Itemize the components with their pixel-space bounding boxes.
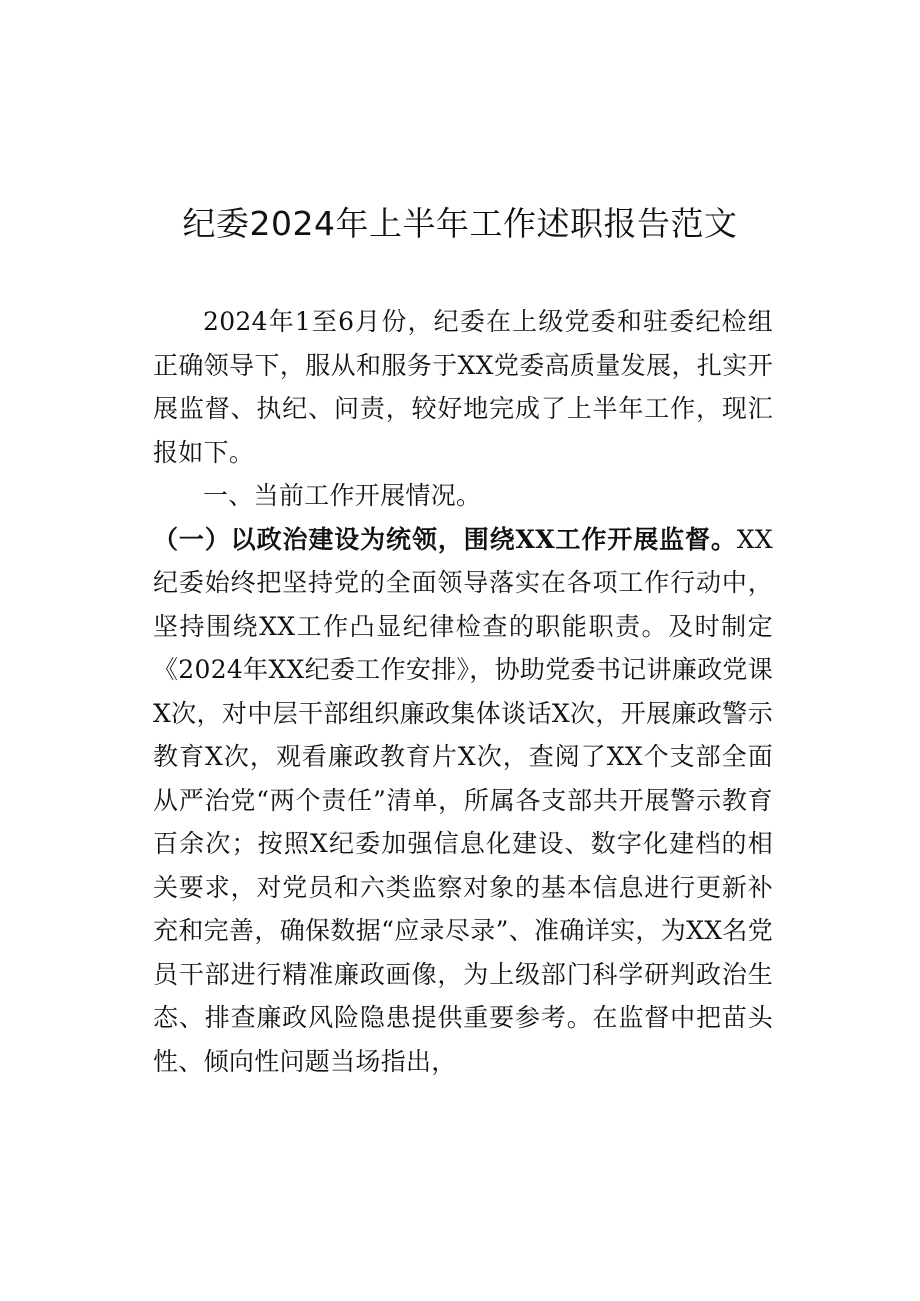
section-heading: 一、当前工作开展情况。 — [203, 481, 482, 510]
subsection-paragraph — [153, 518, 773, 1084]
document-body — [153, 300, 773, 1083]
subsection-body: XX纪委始终把坚持党的全面领导落实在各项工作行动中，坚持围绕XX工作凸显纪律检查的职能职责。及时制定《2024年XX纪委工作安排》，协助党委书记讲廉政党课X次，对中层干部组织廉政集体谈话X次，开展廉政警示教育X次，观看廉政教育片X次，查阅了XX个支部全面从严治党“两个责任”清单，所属各支部共开展警示教育百余次；按照X纪委加强信息化建设、数字化建档的相关要求，对党员和六类监察对象的基本信息进行更新补充和完善，确保数据“应录尽录”、准确详实，为XX名党员干部进行精准廉政画像，为上级部门科学研判政治生态、排查廉政风险隐患提供重要参考。在监督中把苗头性、倾向性问题当场指出， — [153, 524, 773, 1076]
document-title: 纪委2024年上半年工作述职报告范文 — [182, 204, 738, 243]
subsection-heading: （一）以政治建设为统领，围绕XX工作开展监督。 — [153, 524, 737, 554]
intro-paragraph: 2024年1至6月份，纪委在上级党委和驻委纪检组正确领导下，服从和服务于XX党委高质量发展，扎实开展监督、执纪、问责，较好地完成了上半年工作，现汇报如下。 — [153, 307, 773, 467]
